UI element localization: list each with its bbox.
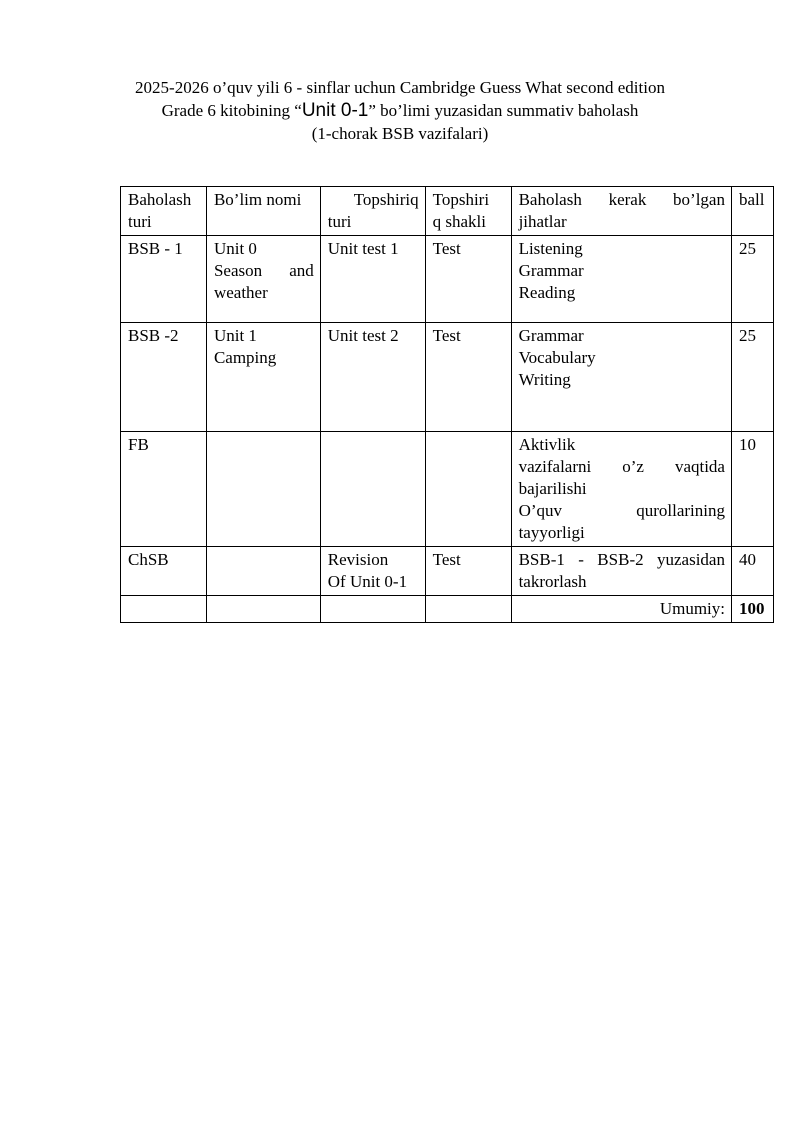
cell-type: FB bbox=[121, 432, 207, 547]
cell-empty bbox=[320, 596, 425, 623]
cell-text: tayyorligi bbox=[518, 523, 585, 542]
cell-text: Camping bbox=[213, 348, 277, 367]
cell-text: BSB-1 - BSB-2 yuzasidan bbox=[518, 550, 725, 569]
table-header-row bbox=[121, 187, 774, 236]
title-line-1: 2025-2026 o’quv yili 6 - sinflar uchun Cambridge Guess What second edition bbox=[135, 78, 665, 97]
cell-text: Of Unit 0-1 bbox=[327, 572, 408, 591]
cell-empty bbox=[206, 596, 320, 623]
table-row bbox=[121, 432, 774, 547]
cell-section bbox=[206, 323, 320, 432]
title-line-3: (1-chorak BSB vazifalari) bbox=[311, 124, 489, 143]
cell-text: Vocabulary bbox=[518, 348, 596, 367]
cell-type: BSB -2 bbox=[121, 323, 207, 432]
cell-section bbox=[206, 236, 320, 323]
cell-type: BSB - 1 bbox=[121, 236, 207, 323]
header-points: ball bbox=[731, 187, 773, 236]
header-assessment-aspects bbox=[511, 187, 731, 236]
title-line-2-prefix: Grade 6 kitobining “ bbox=[161, 101, 302, 120]
table-row bbox=[121, 236, 774, 323]
cell-section bbox=[206, 432, 320, 547]
cell-text: weather bbox=[213, 283, 268, 302]
cell-empty bbox=[121, 596, 207, 623]
cell-empty bbox=[425, 596, 511, 623]
cell-text: vazifalarni o’z vaqtida bbox=[518, 457, 725, 476]
cell-aspects bbox=[511, 432, 731, 547]
cell-text: Grammar bbox=[518, 326, 584, 345]
cell-text: Unit 0 bbox=[213, 239, 257, 258]
header-text: Topshiriq bbox=[353, 190, 419, 209]
header-section-name: Bo’lim nomi bbox=[206, 187, 320, 236]
header-text: jihatlar bbox=[518, 212, 567, 231]
header-text: Topshiri bbox=[432, 190, 490, 209]
header-text: q shakli bbox=[432, 212, 486, 231]
assessment-table bbox=[120, 186, 774, 623]
title-line-2 bbox=[0, 99, 800, 122]
header-text: turi bbox=[128, 212, 152, 231]
title-line-2-suffix: ” bo’limi yuzasidan summativ baholash bbox=[368, 101, 639, 120]
table-row bbox=[121, 547, 774, 596]
cell-form: Test bbox=[425, 236, 511, 323]
header-text: turi bbox=[327, 212, 352, 231]
table-total-row bbox=[121, 596, 774, 623]
header-task-form bbox=[425, 187, 511, 236]
cell-points: 25 bbox=[731, 236, 773, 323]
cell-aspects bbox=[511, 547, 731, 596]
cell-text: Writing bbox=[518, 370, 571, 389]
title-unit-name: Unit 0-1 bbox=[301, 100, 369, 121]
header-assessment-type bbox=[121, 187, 207, 236]
cell-text: Reading bbox=[518, 283, 576, 302]
cell-section bbox=[206, 547, 320, 596]
total-label: Umumiy: bbox=[511, 596, 731, 623]
header-text: Baholash bbox=[128, 190, 192, 209]
cell-task: Unit test 1 bbox=[320, 236, 425, 323]
cell-points: 40 bbox=[731, 547, 773, 596]
cell-task bbox=[320, 547, 425, 596]
total-value: 100 bbox=[731, 596, 773, 623]
document-title bbox=[0, 76, 800, 145]
cell-points: 10 bbox=[731, 432, 773, 547]
cell-text: Aktivlik bbox=[518, 435, 576, 454]
header-task-type bbox=[320, 187, 425, 236]
cell-type: ChSB bbox=[121, 547, 207, 596]
cell-points: 25 bbox=[731, 323, 773, 432]
cell-text: Grammar bbox=[518, 261, 584, 280]
table-row bbox=[121, 323, 774, 432]
cell-task bbox=[320, 432, 425, 547]
cell-aspects bbox=[511, 323, 731, 432]
cell-text: O’quv qurollarining bbox=[518, 501, 725, 520]
cell-form bbox=[425, 432, 511, 547]
header-text: Baholash kerak bo’lgan bbox=[518, 190, 725, 209]
cell-text: Season and bbox=[213, 261, 314, 280]
cell-text: Listening bbox=[518, 239, 583, 258]
cell-form: Test bbox=[425, 547, 511, 596]
cell-form: Test bbox=[425, 323, 511, 432]
cell-text: Unit 1 bbox=[213, 326, 257, 345]
cell-task: Unit test 2 bbox=[320, 323, 425, 432]
cell-text: bajarilishi bbox=[518, 479, 587, 498]
cell-aspects bbox=[511, 236, 731, 323]
cell-text: takrorlash bbox=[518, 572, 587, 591]
cell-text: Revision bbox=[327, 550, 389, 569]
